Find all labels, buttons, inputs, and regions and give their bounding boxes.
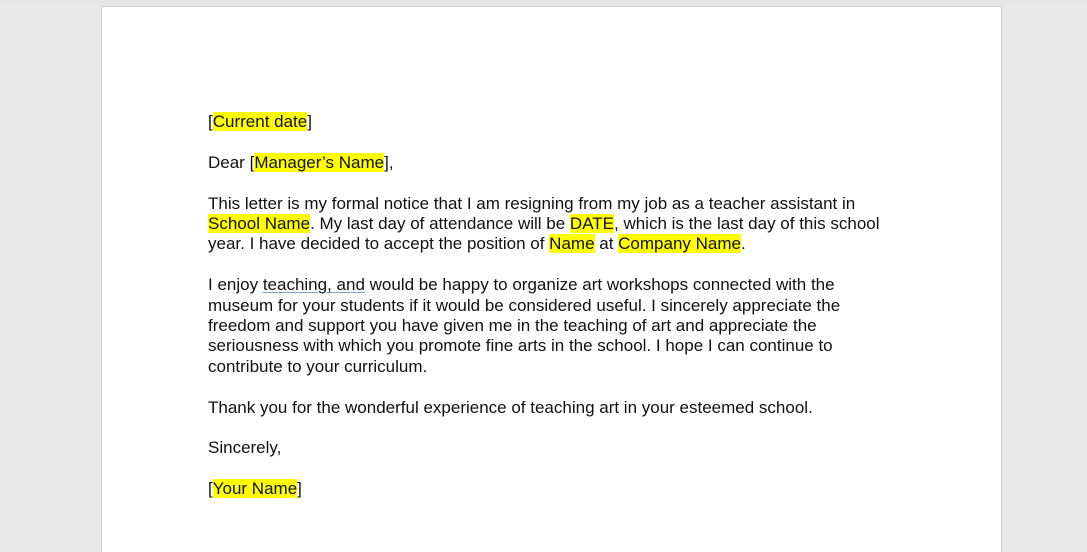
paragraph-offer xyxy=(208,275,898,377)
salutation-prefix: Dear xyxy=(208,152,250,172)
paragraph-resignation xyxy=(208,194,898,255)
date-line: [Current date] xyxy=(208,112,312,131)
school-name-placeholder: School Name xyxy=(208,214,311,233)
grammar-flagged-phrase[interactable]: teaching, and xyxy=(262,275,365,295)
letter-body[interactable] xyxy=(208,112,898,520)
p1-text-2: . My last day of attendance will be xyxy=(310,214,570,233)
date-placeholder: DATE xyxy=(569,214,614,233)
your-name-placeholder: Your Name xyxy=(212,479,298,499)
name-placeholder: Name xyxy=(549,234,595,254)
paragraph-thanks: Thank you for the wonderful experience of teaching art in your esteemed school. xyxy=(208,397,813,417)
p1-text-1: This letter is my formal notice that I am resigning from my job as a teacher assistant in xyxy=(208,193,856,213)
p2-text-1: I enjoy xyxy=(208,275,263,295)
p2-text-2: would be happy to organize art workshops connected with the museum for your students if it would be considered useful. I sincerely appreciate the freedom and support you have given me in the teaching of art and appreciate the seriousness with which you promote fine arts in the school. I hope I can continue to contribute to your curriculum. xyxy=(208,275,841,376)
document-page[interactable] xyxy=(101,6,1002,552)
p1-text-4: at xyxy=(594,234,619,254)
closing: Sincerely, xyxy=(208,438,282,458)
salutation: Dear [Manager’s Name], xyxy=(208,152,394,172)
signature-line: [Your Name] xyxy=(208,479,302,499)
manager-name-placeholder: Manager’s Name xyxy=(254,152,385,172)
company-name-placeholder: Company Name xyxy=(618,234,741,254)
current-date-placeholder: Current date xyxy=(212,112,308,131)
p1-text-5: . xyxy=(740,234,746,254)
p1-text-3: , which is the last day of this school year. I have decided to accept the position of xyxy=(208,214,880,254)
